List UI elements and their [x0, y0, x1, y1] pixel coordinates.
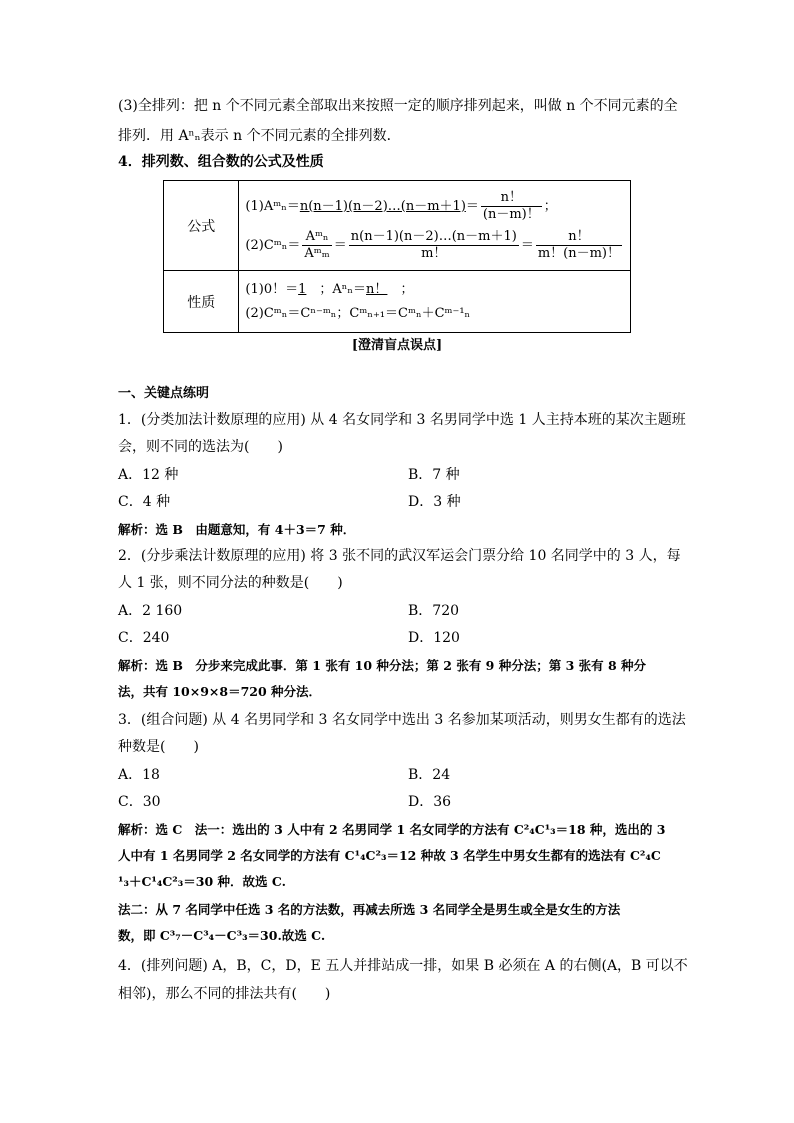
property-cell	[239, 271, 631, 333]
q2-option-d: D．120	[408, 630, 460, 646]
q1-option-d: D．3 种	[408, 494, 461, 510]
section-caption: [澄清盲点误点]	[351, 338, 443, 353]
q3-solution-line-3: ¹₃＋C¹₄C²₃＝30 种．故选 C.	[118, 874, 286, 889]
q3-option-c: C．30	[118, 794, 161, 810]
combination-formula: (2)Cᵐₙ＝ $\frac{\text{Aᵐₙ}}{\text{Aᵐₘ}}$ ＝ $\frac{n(n-1)(n-2)\dots(n-m+1)}{m!}$ ＝ $\frac{n!}{m!(n-m)!}$	[245, 228, 620, 261]
q3-line-1: 3．(组合问题) 从 4 名男同学和 3 名女同学中选出 3 名参加某项活动，则男女生都有的选法	[118, 712, 686, 728]
q1-option-b: B．7 种	[408, 467, 460, 483]
property-row-label: 性质	[164, 271, 239, 333]
q1-option-a: A．12 种	[118, 467, 179, 483]
q2-option-b: B．720	[408, 603, 460, 619]
permutation-formula: (1)Aᵐₙ＝n(n－1)(n－2)…(n－m＋1)＝ $\frac{n!}{(n-m)!}$ ；	[245, 189, 557, 222]
q3-line-2: 种数是( )	[118, 739, 199, 755]
intro-line-1: (3)全排列：把 n 个不同元素全部取出来按照一定的顺序排列起来，叫做 n 个不同元素的全	[118, 98, 678, 114]
q1-line-2: 会，则不同的选法为( )	[118, 439, 283, 455]
part-1-title: 一、关键点练明	[118, 386, 210, 401]
q3-solution-line-5: 数，即 C³₇－C³₄－C³₃＝30.故选 C.	[118, 928, 326, 943]
q3-solution-line-2: 人中有 1 名男同学 2 名女同学的方法有 C¹₄C²₃＝12 种故 3 名学生中男女生都有的选法有 C²₄C	[118, 848, 661, 863]
formula-row-label: 公式	[164, 181, 239, 271]
property-2: (2)Cᵐₙ＝Cⁿ⁻ᵐₙ；Cᵐₙ₊₁＝Cᵐₙ＋Cᵐ⁻¹ₙ	[245, 305, 471, 321]
formula-cell	[239, 181, 631, 271]
q1-solution: 解析：选 B 由题意知，有 4＋3＝7 种．	[118, 522, 356, 537]
intro-line-2: 排列．用 Aⁿₙ表示 n 个不同元素的全排列数．	[118, 128, 401, 144]
q3-option-b: B．24	[408, 767, 451, 783]
q1-line-1: 1．(分类加法计数原理的应用) 从 4 名女同学和 3 名男同学中选 1 人主持本班的某次主题班	[118, 412, 686, 428]
q2-option-c: C．240	[118, 630, 170, 646]
q2-option-a: A．2 160	[118, 603, 183, 619]
q1-option-c: C．4 种	[118, 494, 171, 510]
q4-line-1: 4．(排列问题) A，B，C，D，E 五人并排站成一排，如果 B 必须在 A 的右侧(A，B 可以不	[118, 958, 688, 974]
q3-option-d: D．36	[408, 794, 452, 810]
q3-option-a: A．18	[118, 767, 160, 783]
q3-solution-line-4: 法二：从 7 名同学中任选 3 名的方法数，再减去所选 3 名同学全是男生或全是女生的方法	[118, 902, 621, 917]
property-1: (1)0！＝1 ；Aⁿₙ＝n！ ；	[245, 281, 414, 297]
formula-table	[163, 180, 631, 333]
section-4-title: 4．排列数、组合数的公式及性质	[118, 154, 324, 170]
q2-line-2: 人 1 张，则不同分法的种数是( )	[118, 575, 343, 591]
q2-line-1: 2．(分步乘法计数原理的应用) 将 3 张不同的武汉军运会门票分给 10 名同学中的 3 人，每	[118, 548, 681, 564]
q4-line-2: 相邻)，那么不同的排法共有( )	[118, 986, 331, 1002]
q2-solution-line-2: 法，共有 10×9×8＝720 种分法．	[118, 684, 322, 699]
q3-solution-line-1: 解析：选 C 法一：选出的 3 人中有 2 名男同学 1 名女同学的方法有 C²₄C¹₃＝18 种，选出的 3	[118, 822, 666, 837]
q2-solution-line-1: 解析：选 B 分步来完成此事．第 1 张有 10 种分法；第 2 张有 9 种分法；第 3 张有 8 种分	[118, 658, 647, 673]
